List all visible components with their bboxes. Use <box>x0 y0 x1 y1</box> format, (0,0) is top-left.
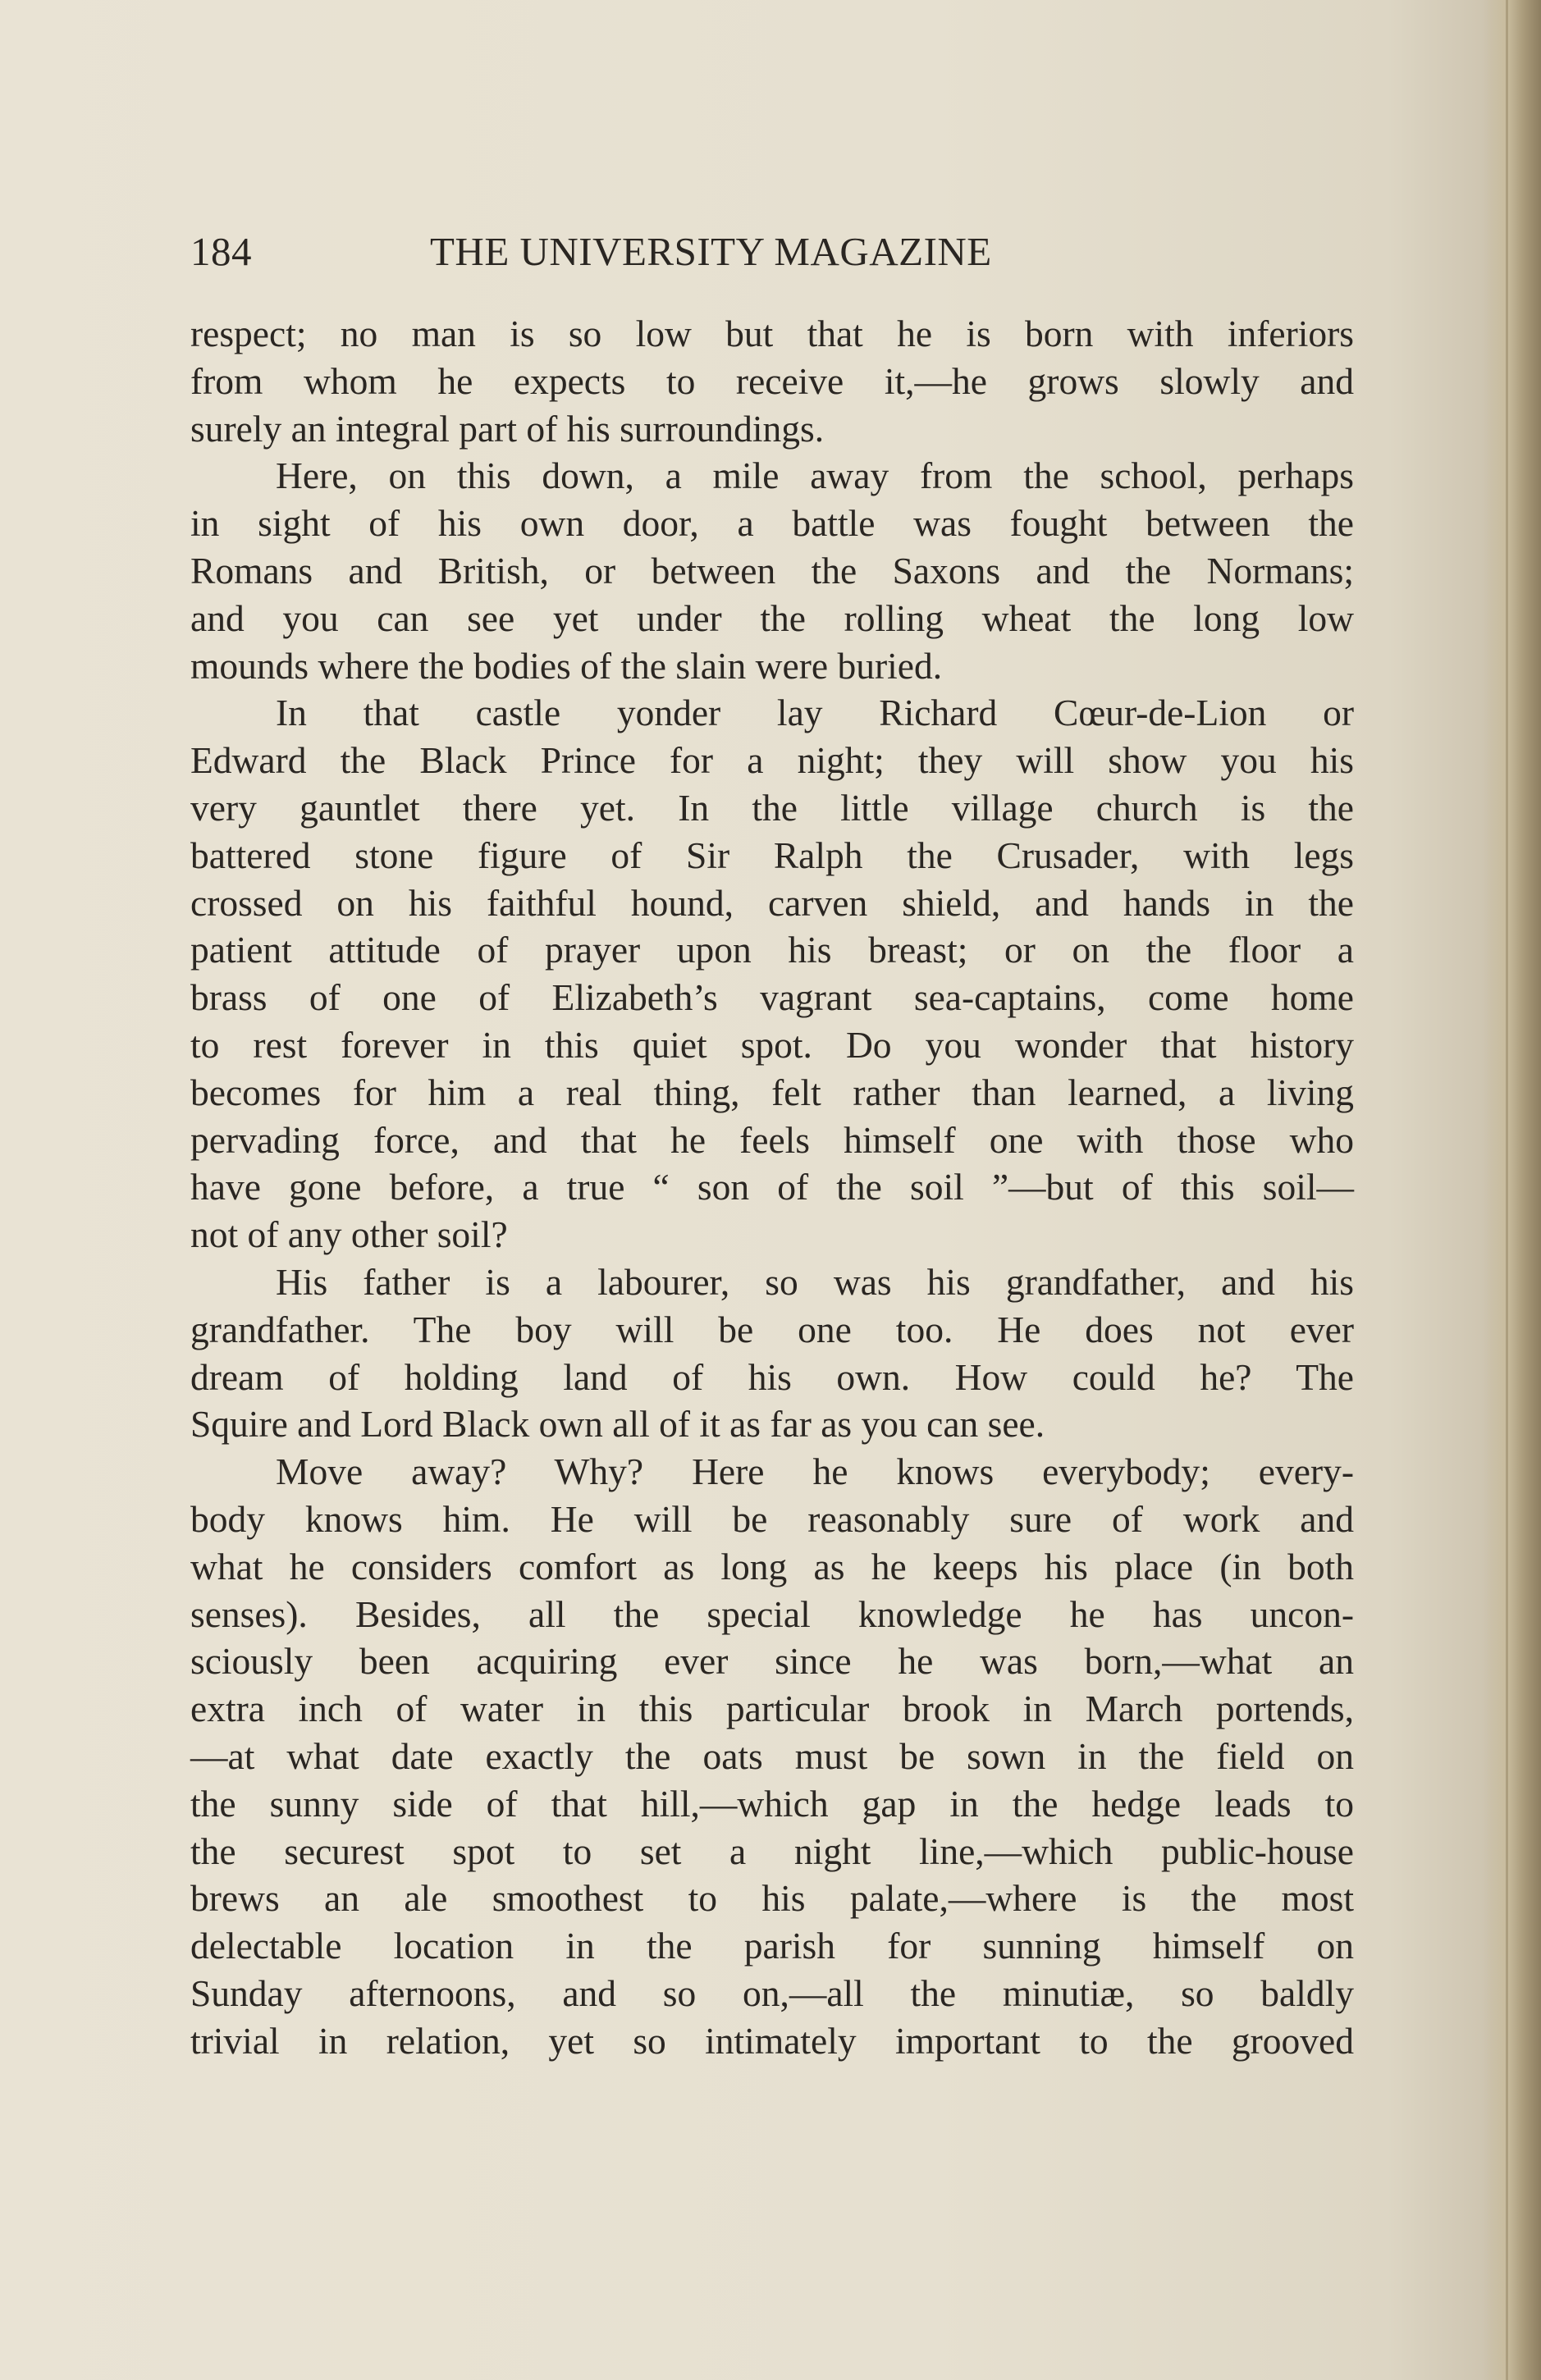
page-number: 184 <box>190 229 252 274</box>
text-line: trivial in relation, yet so intimately important to the grooved <box>190 2019 1354 2062</box>
text-line: from whom he expects to receive it,—he grows slowly and <box>190 359 1354 402</box>
running-head: THE UNIVERSITY MAGAZINE <box>430 229 992 274</box>
text-line: grandfather. The boy will be one too. He does not ever <box>190 1308 1354 1350</box>
text-line: battered stone figure of Sir Ralph the Crusader, with legs <box>190 834 1354 876</box>
text-line: dream of holding land of his own. How could he? The <box>190 1355 1354 1398</box>
text-line: not of any other soil? <box>190 1213 508 1256</box>
text-line: Sunday afternoons, and so on,—all the minutiæ, so baldly <box>190 1971 1354 2014</box>
text-line: Edward the Black Prince for a night; they will show you his <box>190 739 1354 782</box>
text-line: delectable location in the parish for sunning himself on <box>190 1925 1354 1967</box>
text-line: and you can see yet under the rolling wheat the long low <box>190 596 1354 639</box>
text-line: to rest forever in this quiet spot. Do you wonder that history <box>190 1023 1354 1066</box>
text-line: brews an ale smoothest to his palate,—where is the most <box>190 1877 1354 1920</box>
page-gutter-shadow <box>1484 0 1541 2380</box>
text-line: pervading force, and that he feels himself one with those who <box>190 1118 1354 1161</box>
text-line: respect; no man is so low but that he is born with inferiors <box>190 313 1354 354</box>
text-line: crossed on his faithful hound, carven shield, and hands in the <box>190 881 1354 924</box>
text-line: Move away? Why? Here he knows everybody; every- <box>276 1450 1354 1493</box>
text-line: —at what date exactly the oats must be sown in the field on <box>190 1734 1354 1777</box>
text-line: the sunny side of that hill,—which gap in the hedge leads to <box>190 1782 1354 1825</box>
text-line: becomes for him a real thing, felt rather than learned, a living <box>190 1071 1354 1113</box>
text-line: mounds where the bodies of the slain were buried. <box>190 644 943 687</box>
text-line: the securest spot to set a night line,—which public-house <box>190 1830 1354 1872</box>
text-line: patient attitude of prayer upon his breast; or on the floor a <box>190 929 1354 971</box>
text-line: brass of one of Elizabeth’s vagrant sea-captains, come home <box>190 976 1354 1019</box>
text-line: Romans and British, or between the Saxons and the Normans; <box>190 549 1354 592</box>
body-text <box>190 310 1354 2064</box>
text-line: what he considers comfort as long as he keeps his place (in both <box>190 1545 1354 1587</box>
text-line: in sight of his own door, a battle was fought between the <box>190 502 1354 545</box>
text-line: Here, on this down, a mile away from the school, perhaps <box>276 455 1354 497</box>
page-header <box>190 228 1052 286</box>
text-line: Squire and Lord Black own all of it as far as you can see. <box>190 1403 1045 1446</box>
text-line: have gone before, a true “ son of the soil ”—but of this soil— <box>190 1166 1354 1208</box>
text-line: very gauntlet there yet. In the little village church is the <box>190 786 1354 829</box>
text-line: sciously been acquiring ever since he was born,—what an <box>190 1640 1354 1683</box>
text-line: senses). Besides, all the special knowledge he has uncon- <box>190 1592 1354 1635</box>
text-line: extra inch of water in this particular brook in March portends, <box>190 1688 1354 1730</box>
page-edge <box>1506 0 1508 2380</box>
text-line: His father is a labourer, so was his grandfather, and his <box>276 1260 1354 1303</box>
text-line: In that castle yonder lay Richard Cœur-de-Lion or <box>276 692 1354 734</box>
text-line: surely an integral part of his surroundings. <box>190 407 825 450</box>
text-line: body knows him. He will be reasonably sure of work and <box>190 1497 1354 1540</box>
